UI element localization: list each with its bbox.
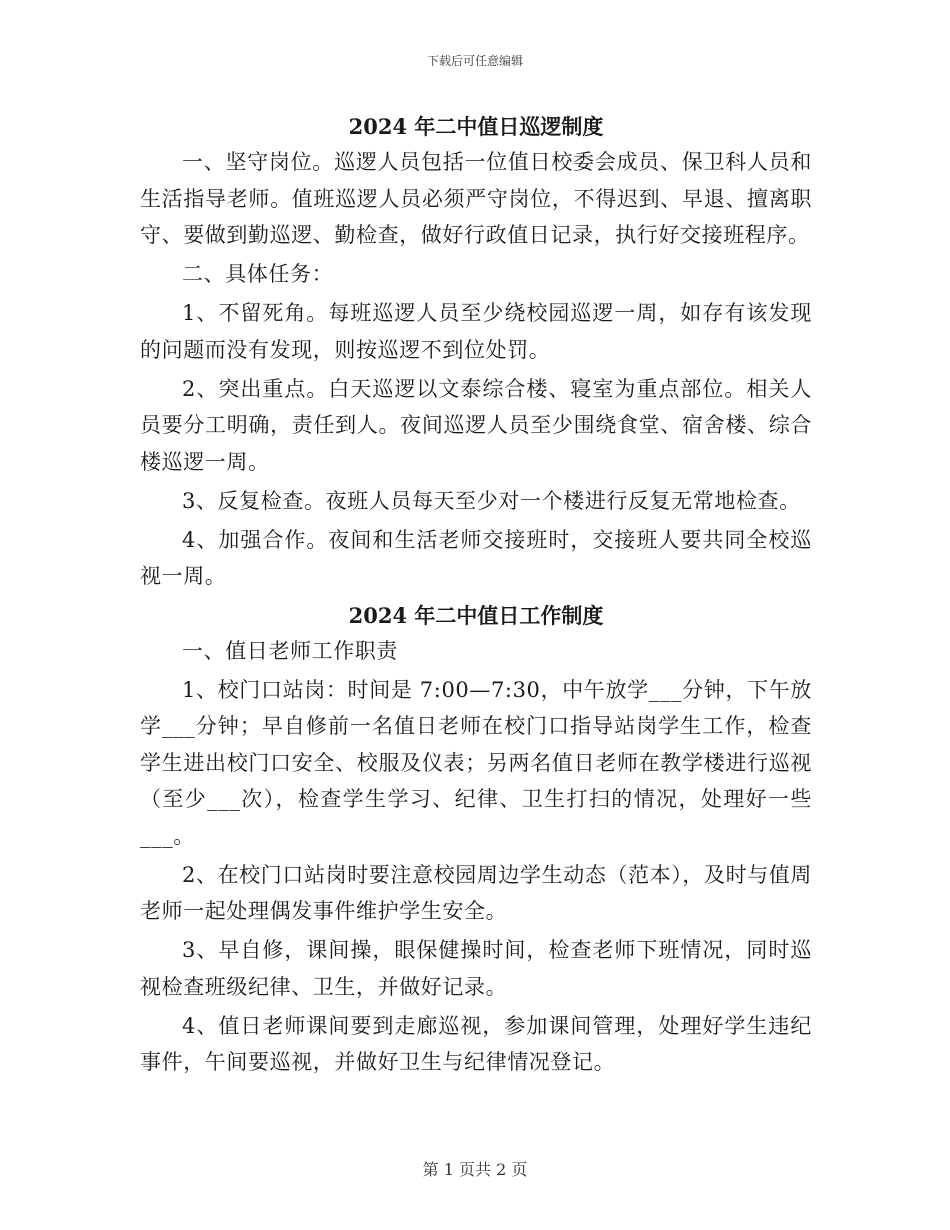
- paragraph: 1、校门口站岗：时间是 7:00—7:30，中午放学___分钟，下午放学___分钟；早自修前一名值日老师在校门口指导站岗学生工作，检查学生进出校门口安全、校服及仪表；另两名值日老师在教学楼进行巡视（至少___次），检查学生学习、纪律、卫生打扫的情况，处理好一些___。: [140, 677, 812, 848]
- document-body: [140, 110, 812, 1083]
- paragraph: 4、加强合作。夜间和生活老师交接班时，交接班人要共同全校巡视一周。: [140, 527, 812, 588]
- paragraph: 1、不留死角。每班巡逻人员至少绕校园巡逻一周，如存有该发现的问题而没有发现，则按巡逻不到位处罚。: [140, 301, 812, 362]
- paragraph: 4、值日老师课间要到走廊巡视，参加课间管理，处理好学生违纪事件，午间要巡视，并做好卫生与纪律情况登记。: [140, 1013, 812, 1074]
- paragraph: 一、坚守岗位。巡逻人员包括一位值日校委会成员、保卫科人员和生活指导老师。值班巡逻人员必须严守岗位，不得迟到、早退、擅离职守、要做到勤巡逻、勤检查，做好行政值日记录，执行好交接班程序。: [140, 150, 812, 247]
- paragraph: 二、具体任务：: [182, 262, 334, 286]
- paragraph: 2、突出重点。白天巡逻以文泰综合楼、寝室为重点部位。相关人员要分工明确，责任到人。夜间巡逻人员至少围绕食堂、宿舍楼、综合楼巡逻一周。: [140, 376, 812, 474]
- section-title: 2024 年二中值日巡逻制度: [348, 114, 604, 139]
- paragraph: 2、在校门口站岗时要注意校园周边学生动态（范本），及时与值周老师一起处理偶发事件维护学生安全。: [140, 862, 812, 923]
- section-patrol-rules: [140, 110, 812, 595]
- section-duty-rules: [140, 599, 812, 1081]
- page-footer: 第 1 页共 2 页: [422, 1160, 528, 1179]
- paragraph: 3、反复检查。夜班人员每天至少对一个楼进行反复无常地检查。: [182, 488, 801, 513]
- page-header: 下载后可任意编辑: [426, 54, 523, 68]
- section-title: 2024 年二中值日工作制度: [348, 602, 604, 628]
- paragraph: 3、早自修，课间操，眼保健操时间，检查老师下班情况，同时巡视检查班级纪律、卫生，并做好记录。: [140, 938, 812, 999]
- paragraph: 一、值日老师工作职责: [182, 638, 398, 663]
